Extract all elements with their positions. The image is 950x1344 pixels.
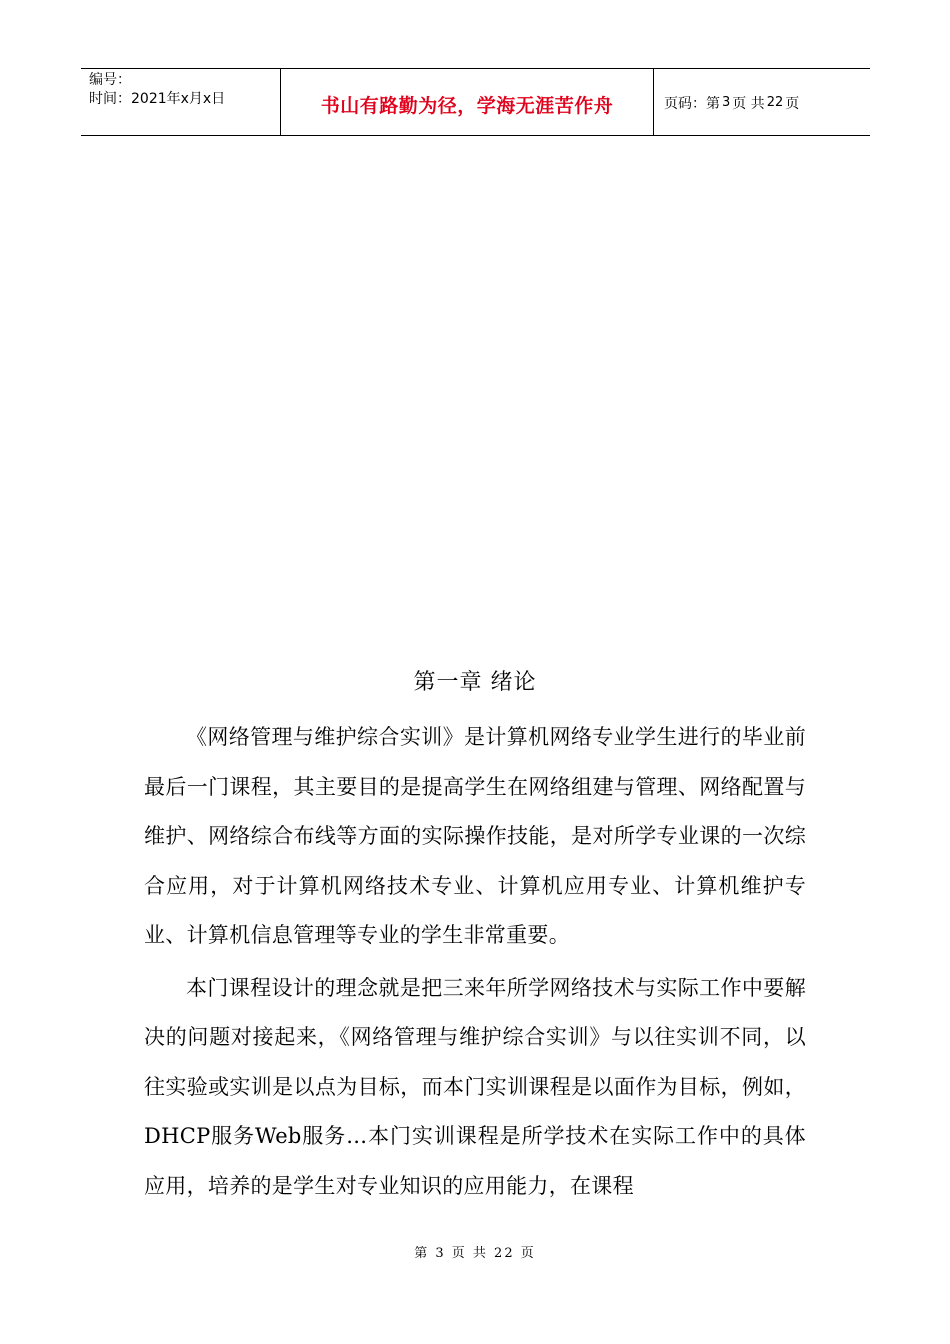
date-label: 时间：2021年x月x日 — [89, 91, 226, 107]
page-mid: 页 共 — [732, 95, 765, 112]
paragraph: 《网络管理与维护综合实训》是计算机网络专业学生进行的毕业前最后一门课程，其主要目的是提高学生在网络组建与管理、网络配置与维护、网络综合布线等方面的实际操作技能，是对所学专业课的一次综合应用，对于计算机网络技术专业、计算机应用专业、计算机维护专业、计算机信息管理等专业的学生非常重要。 — [144, 725, 806, 947]
header-meta-cell — [81, 69, 281, 135]
page-header — [81, 68, 870, 136]
serial-label: 编号： — [89, 72, 131, 88]
header-motto-cell — [281, 69, 654, 135]
page-total: 22 — [766, 95, 784, 110]
motto-text: 书山有路勤为径，学海无涯苦作舟 — [320, 94, 614, 117]
page-suffix: 页 — [785, 95, 800, 112]
page-footer: 第 3 页 共 22 页 — [414, 1246, 536, 1261]
chapter-title: 第一章 绪论 — [413, 670, 537, 695]
body-text — [144, 713, 806, 1214]
paragraph: 本门课程设计的理念就是把三来年所学网络技术与实际工作中要解决的问题对接起来，《网络管理与维护综合实训》与以往实训不同，以往实验或实训是以点为目标，而本门实训课程是以面作为目标，例如，DHCP服务Web服务…本门实训课程是所学技术在实际工作中的具体应用，培养的是学生对专业知识的应用能力，在课程 — [144, 975, 806, 1198]
page-current: 3 — [722, 95, 731, 110]
header-page-cell — [654, 69, 870, 135]
page-label: 页码：第 — [664, 95, 720, 112]
